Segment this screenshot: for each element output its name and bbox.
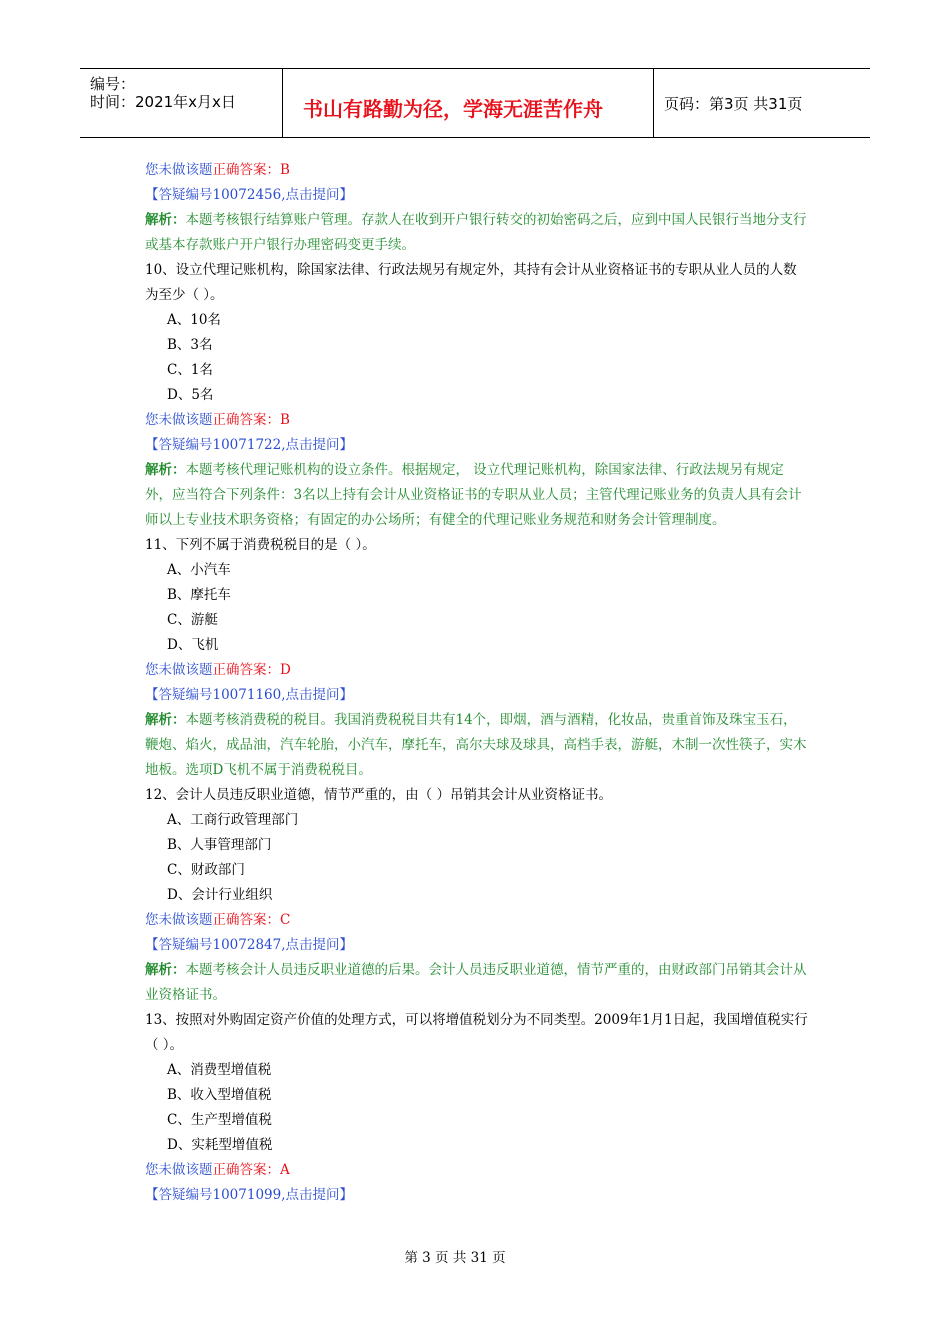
qa-link[interactable]: 【答疑编号10071099,点击提问】 [145, 1187, 354, 1203]
qa-link[interactable]: 【答疑编号10071160,点击提问】 [145, 687, 354, 703]
option-c: C、财政部门 [167, 862, 245, 878]
analysis-label: 解析： [145, 712, 186, 728]
option-c: C、1名 [167, 362, 213, 378]
motto: 书山有路勤为径，学海无涯苦作舟 [303, 97, 603, 121]
analysis-text: 本题考核代理记账机构的设立条件。根据规定， 设立代理记账机构，除国家法律、行政法规另有规定外，应当符合下列条件：3名以上持有会计从业资格证书的专职从业人员；主管代理记账业务的负责人具有会计师以上专业技术职务资格；有固定的办公场所；有健全的代理记账业务规范和财务会计管理制度。 [145, 462, 802, 528]
qa-link[interactable]: 【答疑编号10071722,点击提问】 [145, 437, 354, 453]
question-12: 12、会计人员违反职业道德，情节严重的，由（ ）吊销其会计从业资格证书。 [145, 787, 612, 803]
answer-line [145, 158, 810, 183]
footer-page-number: 第 3 页 共 31 页 [404, 1250, 506, 1266]
time-label: 时间：2021年x月x日 [90, 93, 236, 111]
status-text: 您未做该题 [145, 1162, 213, 1178]
status-text: 您未做该题 [145, 662, 213, 678]
analysis-text: 本题考核银行结算账户管理。存款人在收到开户银行转交的初始密码之后，应到中国人民银行当地分支行或基本存款账户开户银行办理密码变更手续。 [145, 212, 807, 253]
qa-link[interactable]: 【答疑编号10072456,点击提问】 [145, 187, 354, 203]
answer-line [145, 658, 810, 683]
header-motto-cell [283, 69, 654, 137]
question-11: 11、下列不属于消费税税目的是（ ）。 [145, 537, 376, 553]
option-c: C、生产型增值税 [167, 1112, 272, 1128]
question-13: 13、按照对外购固定资产价值的处理方式，可以将增值税划分为不同类型。2009年1月1日起，我国增值税实行（ ）。 [145, 1012, 808, 1053]
option-a: A、消费型增值税 [167, 1062, 272, 1078]
option-d: D、5名 [167, 387, 214, 403]
analysis-label: 解析： [145, 462, 186, 478]
document-body [145, 158, 810, 1208]
answer-line [145, 408, 810, 433]
option-b: B、收入型增值税 [167, 1087, 272, 1103]
qa-link[interactable]: 【答疑编号10072847,点击提问】 [145, 937, 354, 953]
option-c: C、游艇 [167, 612, 218, 628]
analysis-block [145, 708, 810, 783]
option-d: D、飞机 [167, 637, 219, 653]
header-page-cell [654, 69, 870, 137]
option-b: B、摩托车 [167, 587, 231, 603]
correct-answer: 正确答案：B [212, 162, 290, 178]
analysis-text: 本题考核会计人员违反职业道德的后果。会计人员违反职业道德，情节严重的，由财政部门吊销其会计从业资格证书。 [145, 962, 807, 1003]
header-info-cell [80, 69, 283, 137]
option-a: A、小汽车 [167, 562, 231, 578]
answer-line [145, 908, 810, 933]
correct-answer: 正确答案：D [212, 662, 291, 678]
correct-answer: 正确答案：B [212, 412, 290, 428]
option-d: D、实耗型增值税 [167, 1137, 273, 1153]
answer-line [145, 1158, 810, 1183]
number-label: 编号： [90, 75, 136, 93]
status-text: 您未做该题 [145, 912, 213, 928]
status-text: 您未做该题 [145, 412, 213, 428]
analysis-label: 解析： [145, 212, 186, 228]
analysis-text: 本题考核消费税的税目。我国消费税税目共有14个，即烟，酒与酒精，化妆品，贵重首饰及珠宝玉石，鞭炮、焰火，成品油，汽车轮胎，小汽车，摩托车，高尔夫球及球具，高档手表，游艇，木制一次性筷子，实木地板。选项D飞机不属于消费税税目。 [145, 712, 807, 778]
status-text: 您未做该题 [145, 162, 213, 178]
page-footer [0, 1246, 950, 1266]
analysis-label: 解析： [145, 962, 186, 978]
analysis-block [145, 208, 810, 258]
option-b: B、3名 [167, 337, 213, 353]
option-b: B、人事管理部门 [167, 837, 272, 853]
page-header [80, 68, 870, 138]
option-a: A、10名 [167, 312, 221, 328]
option-d: D、会计行业组织 [167, 887, 273, 903]
page-code: 页码：第3页 共31页 [664, 95, 803, 113]
question-10: 10、设立代理记账机构，除国家法律、行政法规另有规定外，其持有会计从业资格证书的专职从业人员的人数为至少（ ）。 [145, 262, 797, 303]
option-a: A、工商行政管理部门 [167, 812, 299, 828]
analysis-block [145, 958, 810, 1008]
correct-answer: 正确答案：A [212, 1162, 290, 1178]
correct-answer: 正确答案：C [212, 912, 291, 928]
analysis-block [145, 458, 810, 533]
